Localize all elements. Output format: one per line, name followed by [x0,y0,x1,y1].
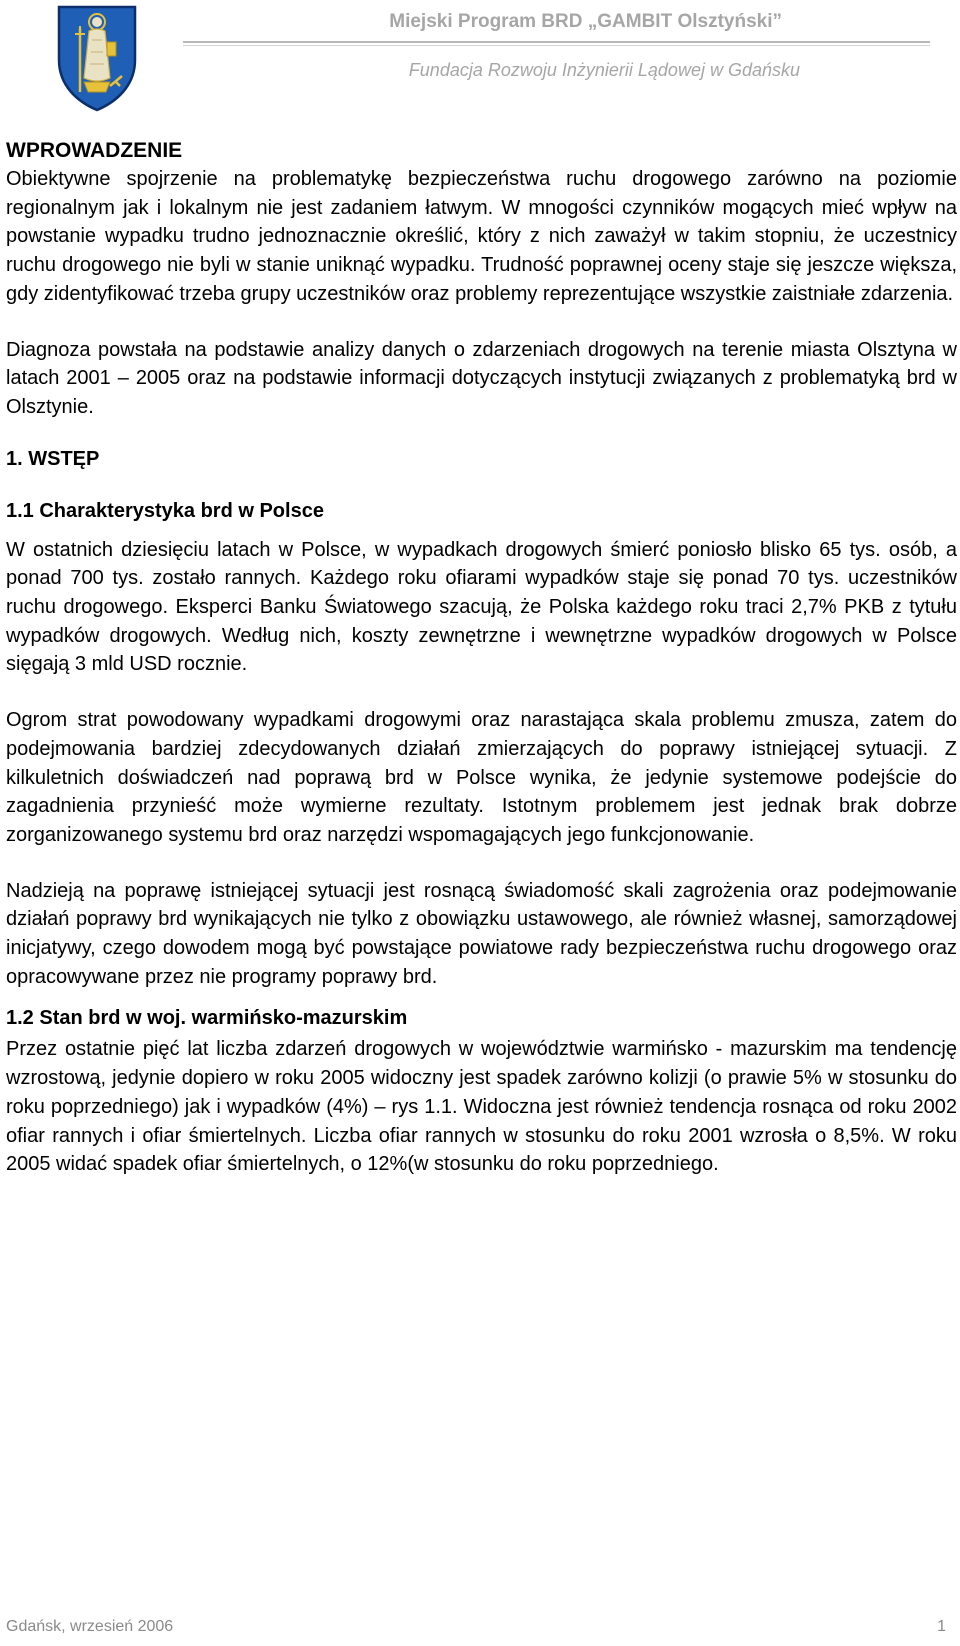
olsztyn-coat-of-arms-icon [56,4,138,112]
intro-heading: WPROWADZENIE [6,139,183,162]
section-1-2-paragraph-1: Przez ostatnie pięć lat liczba zdarzeń drogowych w województwie warmińsko - mazurskim ma tendencję wzrostową, jedynie dopiero w roku 2005 widoczny jest spadek zarówno kolizji (o prawie 5% w stosunku do roku poprzedniego) jak i wypadków (4%) – rys 1.1. Widoczna jest również tendencja rosnąca od roku 2002 ofiar rannych i ofiar śmiertelnych. Liczba ofiar rannych w stosunku do roku 2001 wzrosła o 8,5%. W roku 2005 widać spadek ofiar śmiertelnych, o 12%(w stosunku do roku poprzedniego. [6,1038,957,1176]
header-divider [183,41,930,45]
section-1-1-paragraph-2: Ogrom strat powodowany wypadkami drogowymi oraz narastająca skala problemu zmusza, zatem do podejmowania bardziej zdecydowanych działań zmierzających do poprawy istniejącej sytuacji. Z kilkuletnich doświadczeń nad poprawą brd w Polsce wynika, że jedynie systemowe podejście do zagadnienia przynieść może wymierne rezultaty. Istotnym problemem jest jednak brak dobrze zorganizowanego systemu brd oraz narzędzi wspomagających jego funkcjonowanie. [6,709,957,846]
intro-paragraph-1: Obiektywne spojrzenie na problematykę bezpieczeństwa ruchu drogowego zarówno na poziomie regionalnym jak i lokalnym nie jest zadaniem łatwym. W mnogości czynników mogących mieć wpływ na powstanie wypadku trudno jednoznacznie określić, który z nich zaważył w takim stopniu, że uczestnicy ruchu drogowego nie byli w stanie uniknąć wypadku. Trudność poprawnej oceny staje się jeszcze większa, gdy zidentyfikować trzeba grupy uczestników oraz problemy reprezentujące wszystkie zaistniałe zdarzenia. [6,168,957,305]
header-program-title: Miejski Program BRD „GAMBIT Olsztyński” [389,11,782,32]
section-1-2-heading: 1.2 Stan brd w woj. warmińsko-mazurskim [6,1007,408,1030]
footer-place-date: Gdańsk, wrzesień 2006 [6,1618,174,1635]
section-1-1-heading: 1.1 Charakterystyka brd w Polsce [6,499,324,522]
page-number: 1 [937,1618,946,1635]
document-body [6,137,957,1179]
header-organization: Fundacja Rozwoju Inżynierii Lądowej w Gdańsku [408,60,800,80]
intro-paragraph-2: Diagnoza powstała na podstawie analizy danych o zdarzeniach drogowych na terenie miasta Olsztyna w latach 2001 – 2005 oraz na podstawie informacji dotyczących instytucji związanych z problematyką brd w Olsztynie. [6,338,957,418]
section-1-heading: 1. WSTĘP [6,447,100,470]
section-1-1-paragraph-1: W ostatnich dziesięciu latach w Polsce, w wypadkach drogowych śmierć poniosło blisko 65 tys. osób, a ponad 700 tys. zostało rannych. Każdego roku ofiarami wypadków staje się ponad 70 tys. uczestników ruchu drogowego. Eksperci Banku Światowego szacują, że Polska każdego roku traci 2,7% PKB z tytułu wypadków drogowych. Według nich, koszty zewnętrzne i wewnętrzne wypadków drogowych w Polsce sięgają 3 mld USD rocznie. [6,538,957,676]
section-1-1-paragraph-3: Nadzieją na poprawę istniejącej sytuacji jest rosnącą świadomość skali zagrożenia oraz podejmowanie działań poprawy brd wynikających nie tylko z obowiązku ustawowego, ale również własnej, samorządowej inicjatywy, czego dowodem mogą być powstające powiatowe rady bezpieczeństwa ruchu drogowego oraz opracowywane przez nie programy poprawy brd. [6,879,957,988]
